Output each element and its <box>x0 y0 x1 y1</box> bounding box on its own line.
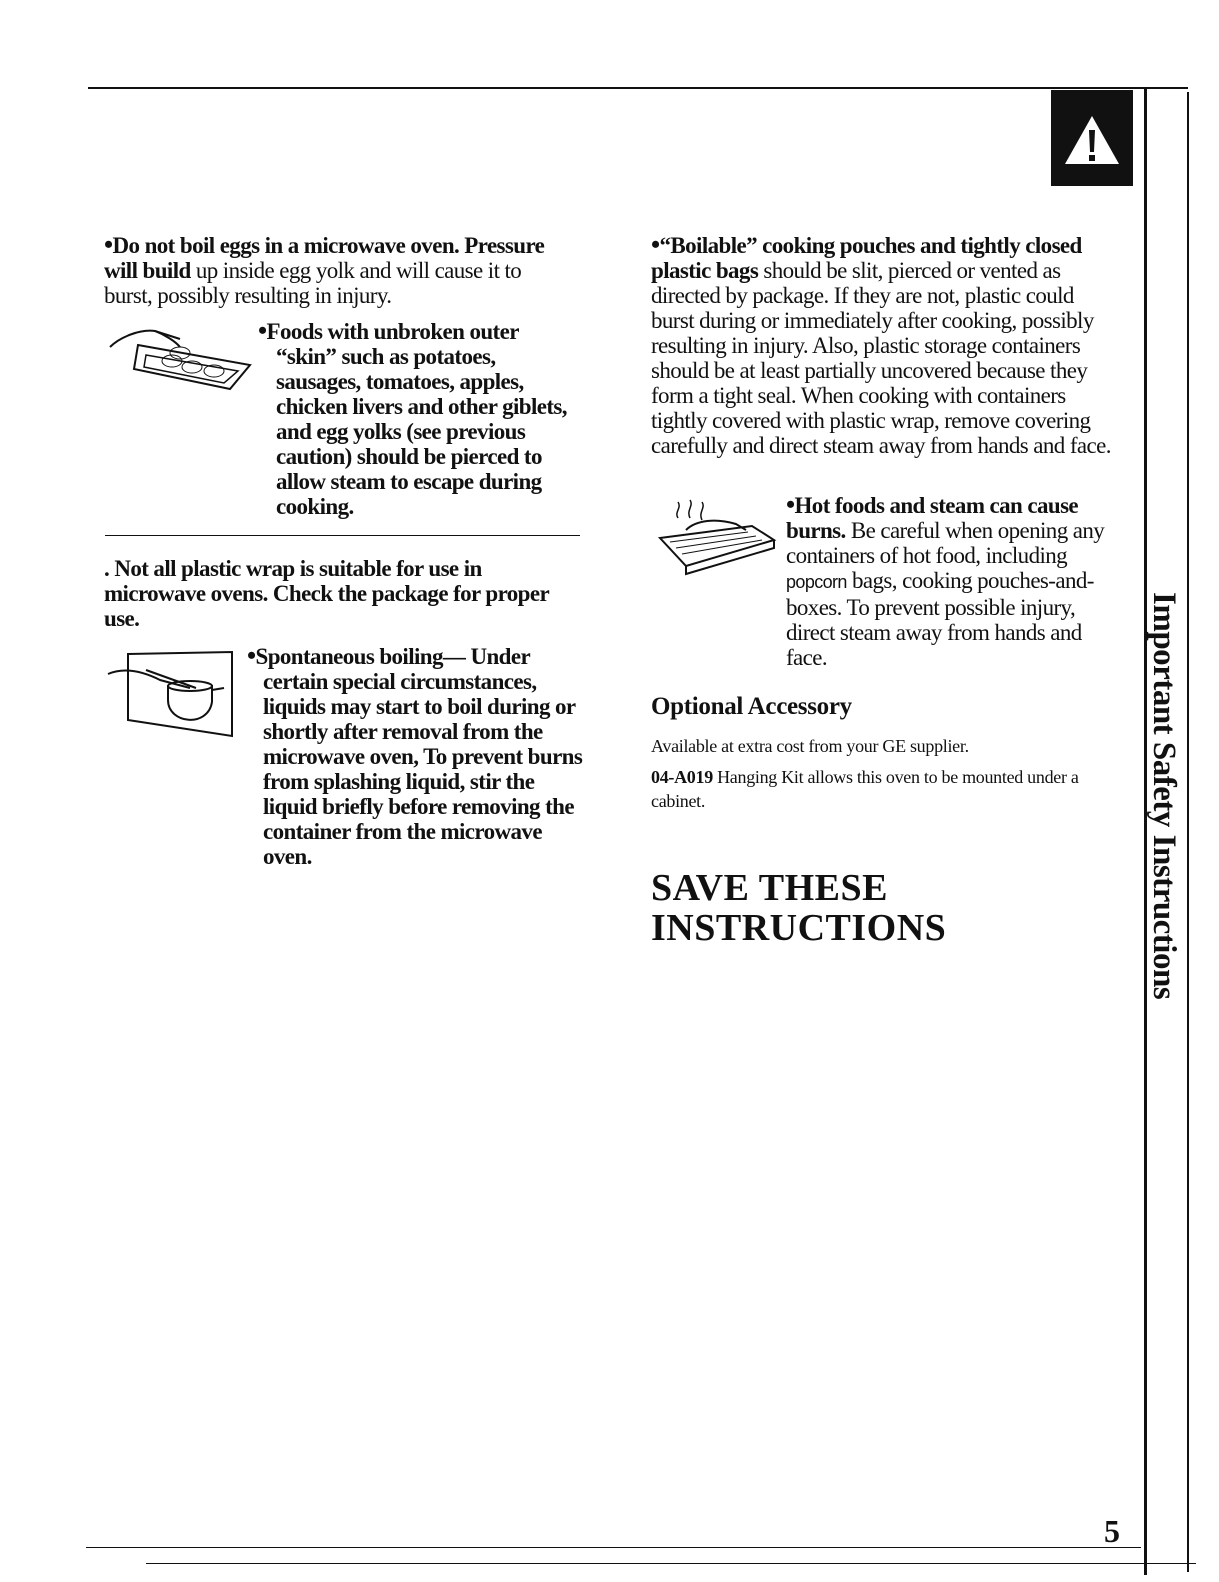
eggs-lead: Do not boil eggs in a microwave oven. Pressure will build <box>104 233 545 283</box>
skins-line1: Foods with unbroken outer <box>266 319 519 344</box>
pouches-rest: should be slit, pierced or vented as directed by package. If they are not, plastic could burst during or immediately after cooking, possibly resulting in injury. Also, plastic storage containers should be at least partially uncovered because they form a tight seal. When cooking with containers tightly covered with plastic wrap, remove covering carefully and direct steam away from hands and face. <box>651 258 1111 458</box>
hanging-kit-text: Hanging Kit allows this oven to be mounted under a cabinet. <box>651 767 1079 811</box>
right-item-steam: •Hot foods and steam can cause burns. Be careful when opening any containers of hot food, including popcorn bags, cooking pouches-and-boxes. To prevent possible injury, direct steam away from hands and face. <box>786 490 1105 670</box>
hanging-kit-model: 04-A019 <box>651 767 713 787</box>
steam-lead: Hot foods and steam can cause burns. <box>786 493 1079 543</box>
column-divider <box>105 535 580 536</box>
left-item-boiling: •Spontaneous boiling— Under certain special circumstances, liquids may start to boil during or shortly after removal from the microwave oven, To prevent burns from splashing liquid, stir the liquid briefly before removing the container from the microwave oven. <box>247 643 587 869</box>
save-line1: SAVE THESE <box>651 867 889 909</box>
warning-box <box>1051 90 1133 186</box>
left-item-eggs: •Do not boil eggs in a microwave oven. Pressure will build up inside egg yolk and will cause it to burst, possibly resulting in injury. <box>104 230 545 308</box>
save-instructions-heading <box>651 868 946 948</box>
top-rule <box>88 87 1150 89</box>
plastic-wrap-text: Not all plastic wrap is suitable for use in microwave ovens. Check the package for proper use. <box>104 556 549 631</box>
page-number: 5 <box>1104 1513 1120 1549</box>
steaming-basket-illustration <box>656 500 781 580</box>
steam-rest-1: Be careful when opening any containers of hot food, including <box>786 518 1105 568</box>
steam-popcorn: popcorn <box>786 572 847 592</box>
pot-stirring-illustration <box>108 648 240 738</box>
optional-availability: Available at extra cost from your GE supplier. <box>651 736 969 756</box>
bottom-rule-2 <box>146 1563 1196 1564</box>
optional-accessory-heading: Optional Accessory <box>651 693 852 720</box>
eggs-rest: up inside egg yolk and will cause it to burst, possibly resulting in injury. <box>104 258 522 308</box>
sidebar-label <box>1148 592 1188 1052</box>
steam-rest-2: bags, cooking pouches-and-boxes. To prevent possible injury, direct steam away from hands and face. <box>786 568 1094 670</box>
top-tick <box>1150 87 1188 89</box>
skins-text: “skin” such as potatoes, sausages, tomatoes, apples, chicken livers and other giblets, and egg yolks (see previous caution) should be pierced to allow steam to escape during cooking. <box>276 344 567 519</box>
optional-hanging-kit <box>651 765 1101 813</box>
right-item-pouches: •“Boilable” cooking pouches and tightly closed plastic bags should be slit, pierced or vented as directed by package. If they are not, plastic could burst during or immediately after cooking, possibly resulting in injury. Also, plastic storage containers should be at least partially uncovered because they form a tight seal. When cooking with containers tightly covered with plastic wrap, remove covering carefully and direct steam away from hands and face. <box>651 230 1111 458</box>
save-line2: INSTRUCTIONS <box>651 907 947 949</box>
left-item-skins: •Foods with unbroken outer “skin” such as potatoes, sausages, tomatoes, apples, chicken livers and other giblets, and egg yolks (see previous caution) should be pierced to allow steam to escape during cooking. <box>258 318 578 519</box>
left-item-plastic-wrap: . Not all plastic wrap is suitable for use in microwave ovens. Check the package for proper use. <box>104 556 549 631</box>
pouches-lead: “Boilable” cooking pouches and tightly closed plastic bags <box>651 233 1082 283</box>
warning-icon <box>1051 90 1133 186</box>
boiling-line1: Spontaneous boiling— Under <box>255 644 531 669</box>
sidebar-label-text: Important Safety Instructions <box>1146 592 1182 1000</box>
baking-dish-illustration <box>110 325 260 395</box>
boiling-text: certain special circumstances, liquids may start to boil during or shortly after removal from the microwave oven, To prevent burns from splashing liquid, stir the liquid briefly before removing the container from the microwave oven. <box>263 669 583 869</box>
bottom-rule <box>86 1547 1141 1548</box>
